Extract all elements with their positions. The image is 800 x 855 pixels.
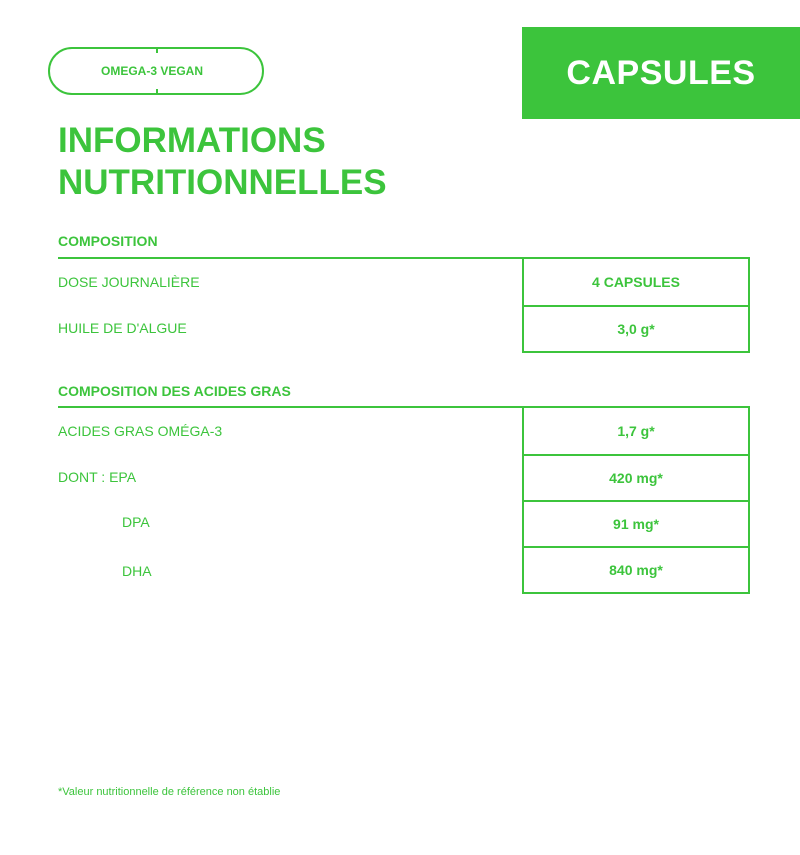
capsule-seam-bottom xyxy=(156,89,158,95)
row-label-epa: DONT : EPA xyxy=(58,469,137,485)
title-line-2: NUTRITIONNELLES xyxy=(58,163,387,202)
row-label-dpa: DPA xyxy=(122,514,150,530)
row-label-omega3: ACIDES GRAS OMÉGA-3 xyxy=(58,423,223,439)
composition-heading: COMPOSITION xyxy=(58,233,158,249)
omega3-vegan-badge xyxy=(48,47,264,95)
value-dpa: 91 mg* xyxy=(524,500,748,546)
badge-label: OMEGA-3 VEGAN xyxy=(100,64,203,78)
value-dha: 840 mg* xyxy=(524,546,748,592)
footnote: *Valeur nutritionnelle de référence non établie xyxy=(58,786,281,798)
fatty-acids-values-box xyxy=(522,406,750,594)
fatty-acids-heading: COMPOSITION DES ACIDES GRAS xyxy=(58,383,291,399)
value-omega3: 1,7 g* xyxy=(617,423,655,439)
row-label-dha: DHA xyxy=(122,563,152,579)
title-line-1: INFORMATIONS xyxy=(58,121,326,160)
page-title xyxy=(58,120,518,204)
value-daily-dose: 4 CAPSULES xyxy=(592,274,680,290)
value-algae-oil: 3,0 g* xyxy=(524,305,748,351)
row-label-daily-dose: DOSE JOURNALIÈRE xyxy=(58,274,200,290)
row-label-algae-oil: HUILE DE D'ALGUE xyxy=(58,320,187,336)
composition-values-box xyxy=(522,257,750,353)
capsule-seam-top xyxy=(156,47,158,53)
capsules-banner xyxy=(522,27,800,119)
value-epa: 420 mg* xyxy=(524,454,748,500)
banner-label: CAPSULES xyxy=(566,53,756,92)
